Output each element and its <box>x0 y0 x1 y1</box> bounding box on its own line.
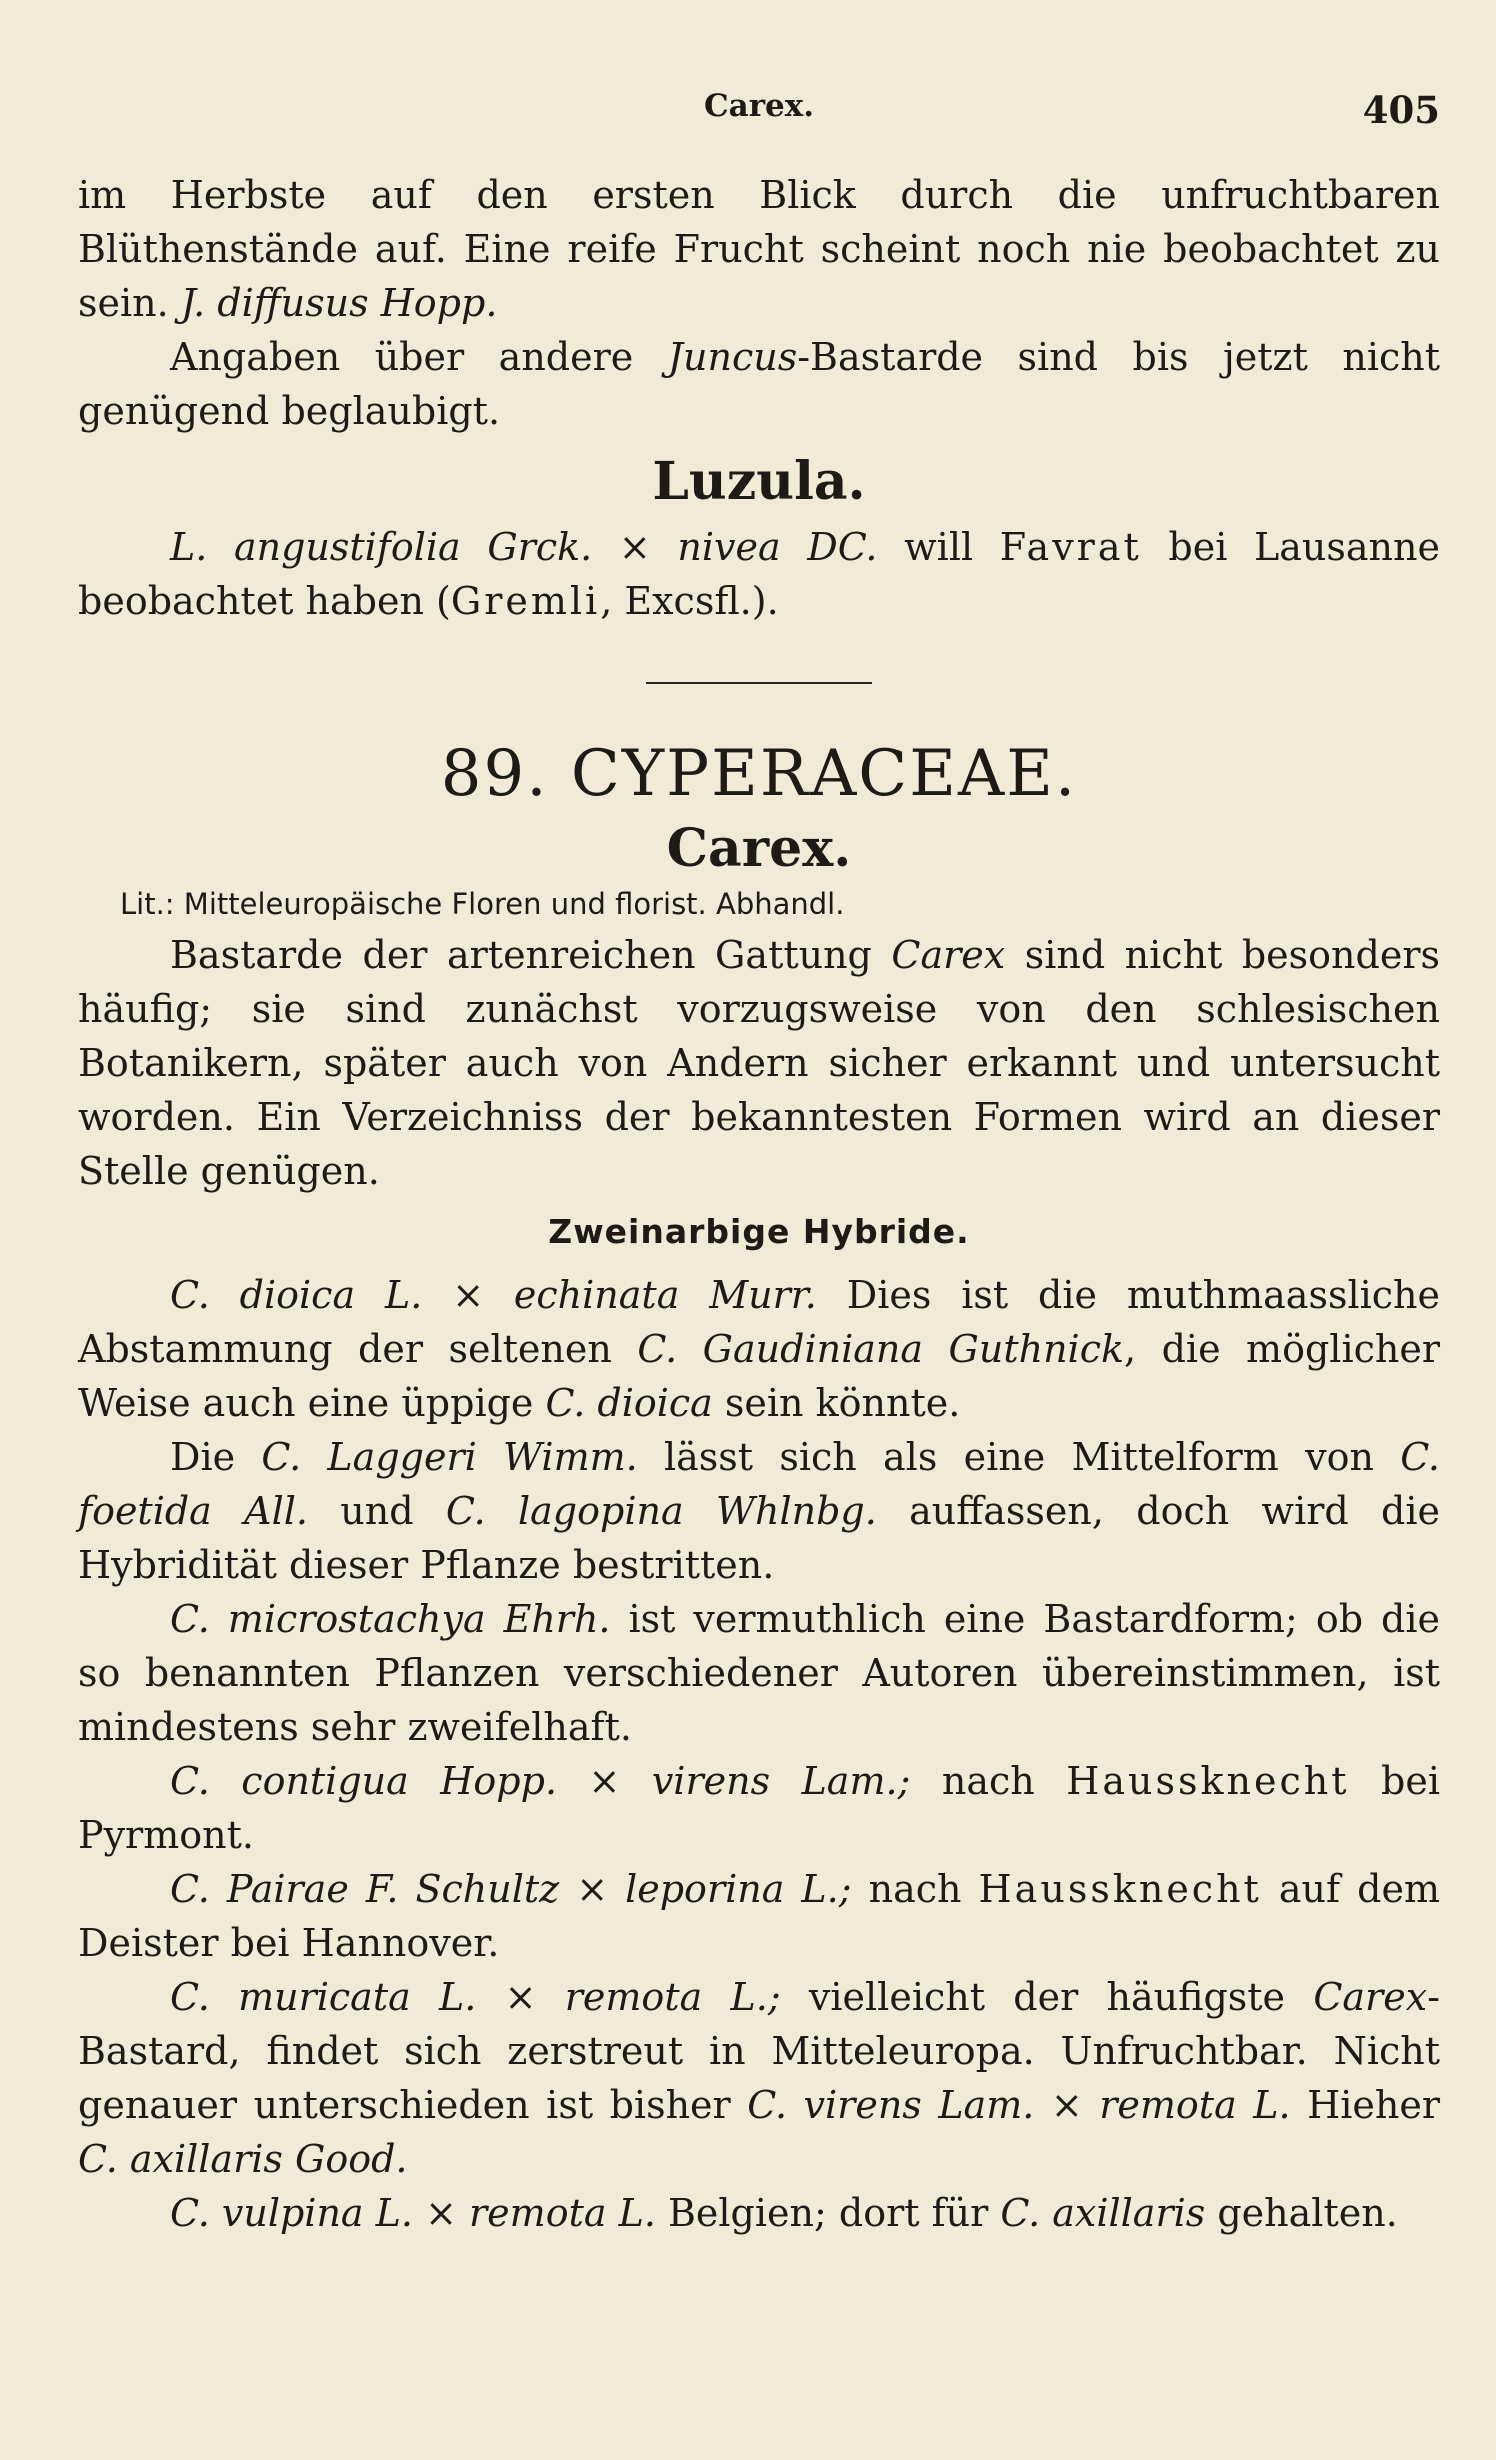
paragraph-luzula <box>78 520 1440 628</box>
genus-name: Carex <box>891 933 1006 977</box>
body-text <box>78 168 1440 2240</box>
paragraph-text: gehalten. <box>1205 2191 1398 2235</box>
species-name: C. vulpina L. <box>170 2191 413 2235</box>
species-name: C. axillaris Good. <box>78 2137 408 2181</box>
entry-contigua-virens <box>78 1754 1440 1862</box>
species-name: C. dioica <box>545 1381 713 1425</box>
entry-laggeri <box>78 1430 1440 1592</box>
hybrid-cross-symbol: × <box>1050 2083 1083 2127</box>
hybrid-cross-symbol: × <box>618 525 651 569</box>
hybrid-cross-symbol: × <box>504 1975 537 2019</box>
paragraph-carex-intro <box>78 928 1440 1198</box>
species-name: echinata Murr. <box>513 1273 817 1317</box>
page-header <box>78 88 1440 138</box>
subheading: Zweinarbige Hybride. <box>548 1212 970 1251</box>
paragraph-text: Bastarde der artenreichen Gattung <box>170 933 892 977</box>
person-name: Haussknecht <box>978 1867 1262 1911</box>
species-name: C. muricata L. <box>170 1975 477 2019</box>
hybrid-cross-symbol: × <box>425 2191 457 2235</box>
species-name: L. angustifolia Grck. <box>170 525 593 569</box>
paragraph-text: vielleicht der häufigste <box>780 1975 1314 2019</box>
paragraph-text: nach <box>851 1867 979 1911</box>
paragraph-text: , die möglicher Weise auch eine üppige <box>78 1327 1441 1425</box>
entry-muricata-remota <box>78 1970 1440 2186</box>
species-name: remota L.; <box>564 1975 781 2019</box>
luzula-heading: Luzula. <box>652 451 866 512</box>
paragraph-text: ist vermuthlich eine Bastardform; ob die so benannten Pflanzen verschiedener Autoren übereinstimmen, ist mindestens sehr zweifelhaft. <box>78 1597 1440 1749</box>
species-name: C. microstachya Ehrh. <box>170 1597 611 1641</box>
paragraph-text: sind nicht besonders häufig; sie sind zunächst vorzugsweise von den schlesischen Botanikern, später auch von Andern sicher erkannt und untersucht worden. Ein Verzeichniss der bekanntesten Formen wird an dieser Stelle genügen. <box>78 933 1440 1193</box>
species-name: C. Gaudiniana Guthnick <box>637 1327 1125 1371</box>
paragraph-text: will <box>877 525 1000 569</box>
genus-heading: Carex. <box>666 818 852 879</box>
entry-dioica-echinata <box>78 1268 1440 1430</box>
paragraph-text: Angaben über andere <box>170 335 668 379</box>
paragraph-text: Belgien; dort für <box>655 2191 1001 2235</box>
paragraph-juncus-hybrids <box>78 330 1440 438</box>
paragraph-text: , Excsfl.). <box>600 579 779 623</box>
genus-name: Carex <box>1313 1975 1428 2019</box>
paragraph-text: auffassen, doch wird die Hybridität dieser Pflanze bestritten. <box>78 1489 1440 1587</box>
paragraph-text: auf dem Deister bei Hannover. <box>78 1867 1440 1965</box>
species-name: nivea DC. <box>677 525 878 569</box>
entry-vulpina-remota <box>78 2186 1440 2240</box>
person-name: Haussknecht <box>1066 1759 1350 1803</box>
paragraph-text: -Bastard, findet sich zerstreut in Mitteleuropa. Unfruchtbar. Nicht genauer unterschieden ist bisher <box>78 1975 1440 2127</box>
species-name: J. diffusus Hopp. <box>180 281 498 325</box>
hybrid-cross-symbol: × <box>452 1273 485 1317</box>
species-name: C. virens Lam. <box>747 2083 1035 2127</box>
section-divider <box>646 682 872 684</box>
species-name: remota L. <box>1099 2083 1291 2127</box>
paragraph-text: im Herbste auf den ersten Blick durch die unfruchtbaren Blüthenstände auf. Eine reife Frucht scheint noch nie beobachtet zu sein. <box>78 173 1440 325</box>
species-name: C. Laggeri Wimm. <box>261 1435 638 1479</box>
family-heading: 89. CYPERACEAE. <box>440 737 1078 811</box>
paragraph-text: -Bastarde sind bis jetzt nicht genügend beglaubigt. <box>78 335 1441 433</box>
species-name: C. lagopina Whlnbg. <box>445 1489 877 1533</box>
species-name: C. axillaris <box>1000 2191 1206 2235</box>
literature-line: Lit.: Mitteleuropäische Floren und florist. Abhandl. <box>120 887 845 921</box>
paragraph-text: Dies ist die muthmaassliche Abstammung der seltenen <box>78 1273 1440 1371</box>
paragraph-text: bei Pyrmont. <box>78 1759 1440 1857</box>
person-name: Favrat <box>999 525 1142 569</box>
entry-microstachya <box>78 1592 1440 1754</box>
species-name: C. dioica L. <box>170 1273 423 1317</box>
genus-name: Juncus <box>667 335 798 379</box>
species-name: remota L. <box>469 2191 656 2235</box>
paragraph-text: sein könnte. <box>712 1381 961 1425</box>
paragraph-text: Die <box>170 1435 262 1479</box>
entry-pairae-leporina <box>78 1862 1440 1970</box>
paragraph-text: bei Lausanne beobachtet haben ( <box>78 525 1440 623</box>
species-name: leporina L.; <box>625 1867 852 1911</box>
paragraph-text: Hieher <box>1290 2083 1440 2127</box>
species-name: virens Lam.; <box>651 1759 911 1803</box>
paragraph-juncus-end <box>78 168 1440 330</box>
page-number: 405 <box>1362 88 1440 132</box>
paragraph-text: lässt sich als eine Mittelform von <box>637 1435 1401 1479</box>
paragraph-text: und <box>307 1489 446 1533</box>
species-name: C. contigua Hopp. <box>170 1759 558 1803</box>
hybrid-cross-symbol: × <box>588 1759 621 1803</box>
paragraph-text: nach <box>910 1759 1067 1803</box>
species-name: C. foetida All. <box>78 1435 1440 1533</box>
running-head: Carex. <box>703 88 815 124</box>
author-name: Gremli <box>450 579 601 623</box>
species-name: C. Pairae F. Schultz <box>170 1867 560 1911</box>
hybrid-cross-symbol: × <box>576 1867 609 1911</box>
